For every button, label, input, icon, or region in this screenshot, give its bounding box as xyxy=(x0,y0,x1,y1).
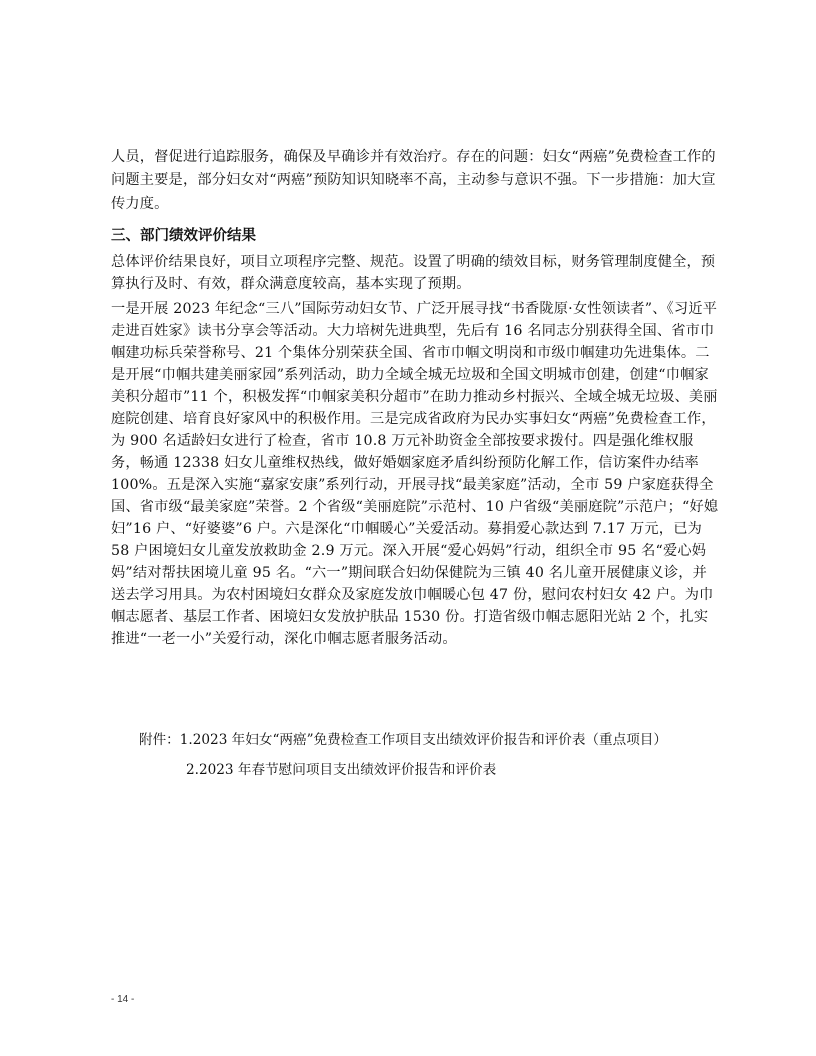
attachment-line-1: 附件：1.2023 年妇女“两癌”免费检查工作项目支出绩效评价报告和评价表（重点项目） xyxy=(139,732,667,748)
paragraph-screening-issues: 人员，督促进行追踪服务，确保及早确诊并有效治疗。存在的问题：妇女“两癌”免费检查工作的问题主要是，部分妇女对“两癌”预防知识知晓率不高，主动参与意识不强。下一步措施：加大宣传力度。 xyxy=(111,149,716,212)
paragraph-activities-summary: 一是开展 2023 年纪念“三八”国际劳动妇女节、广泛开展寻找“书香陇原·女性领读者”、《习近平走进百姓家》读书分享会等活动。大力培树先进典型，先后有 16 名同志分别获得全国、省市巾帼建功标兵荣誉称号、21 个集体分别荣获全国、省市巾帼文明岗和市级巾帼建功先进集体。二是开展“巾帼共建美丽家园”系列活动，助力全域全城无垃圾和全国文明城市创建，创建“巾帼家美积分超市”11 个，积极发挥“巾帼家美积分超市”在助力推动乡村振兴、全域全城无垃圾、美丽庭院创建、培育良好家风中的积极作用。三是完成省政府为民办实事妇女“两癌”免费检查工作，为 900 名适龄妇女进行了检查，省市 10.8 万元补助资金全部按要求拨付。四是强化维权服务，畅通 12338 妇女儿童维权热线，做好婚姻家庭矛盾纠纷预防化解工作，信访案件办结率 100%。五是深入实施“嘉家安康”系列行动，开展寻找“最美家庭”活动，全市 59 户家庭获得全国、省市级“最美家庭”荣誉。2 个省级“美丽庭院”示范村、10 户省级“美丽庭院”示范户；“好媳妇”16 户、“好婆婆”6 户。六是深化“巾帼暖心”关爱活动。募捐爱心款达到 7.17 万元，已为 58 户困境妇女儿童发放救助金 2.9 万元。深入开展“爱心妈妈”行动，组织全市 95 名“爱心妈妈”结对帮扶困境儿童 95 名。“六一”期间联合妇幼保健院为三镇 40 名儿童开展健康义诊，并送去学习用具。为农村困境妇女群众及家庭发放巾帼暖心包 47 份，慰问农村妇女 42 户。为巾帼志愿者、基层工作者、困境妇女发放护肤品 1530 份。打造省级巾帼志愿阳光站 2 个，扎实推进“一老一小”关爱行动，深化巾帼志愿者服务活动。 xyxy=(111,301,719,647)
page-number: - 14 - xyxy=(111,994,135,1005)
section-heading-evaluation-results: 三、部门绩效评价结果 xyxy=(111,228,256,244)
paragraph-overall-evaluation: 总体评价结果良好，项目立项程序完整、规范。设置了明确的绩效目标，财务管理制度健全，预算执行及时、有效，群众满意度较高，基本实现了预期。 xyxy=(111,254,716,292)
attachment-line-2: 2.2023 年春节慰问项目支出绩效评价报告和评价表 xyxy=(186,762,497,778)
